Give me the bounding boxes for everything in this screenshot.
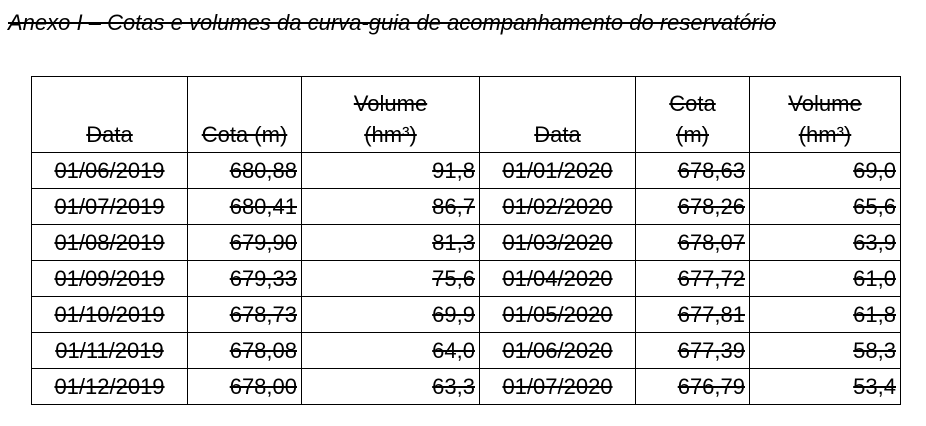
- cell-date: 01/08/2019: [32, 225, 188, 261]
- cell-volume: 64,0: [302, 333, 480, 369]
- cell-volume: 65,6: [750, 189, 901, 225]
- cell-date: 01/07/2020: [480, 369, 636, 405]
- cell-cota: 676,79: [636, 369, 750, 405]
- cell-date: 01/11/2019: [32, 333, 188, 369]
- header-cota-2: Cota (m): [636, 77, 750, 153]
- cell-volume: 91,8: [302, 153, 480, 189]
- cell-date: 01/12/2019: [32, 369, 188, 405]
- table-row: [32, 333, 901, 369]
- cell-volume: 63,3: [302, 369, 480, 405]
- cell-date: 01/05/2020: [480, 297, 636, 333]
- cell-date: 01/01/2020: [480, 153, 636, 189]
- cell-date: 01/10/2019: [32, 297, 188, 333]
- cell-cota: 679,90: [188, 225, 302, 261]
- cell-volume: 86,7: [302, 189, 480, 225]
- reservoir-guide-curve-table: [31, 76, 901, 405]
- cell-date: 01/06/2020: [480, 333, 636, 369]
- table-header-row: [32, 77, 901, 153]
- header-volume-1: Volume (hm³): [302, 77, 480, 153]
- cell-cota: 678,63: [636, 153, 750, 189]
- header-cota-1: Cota (m): [188, 77, 302, 153]
- table-row: [32, 225, 901, 261]
- cell-volume: 53,4: [750, 369, 901, 405]
- cell-cota: 680,88: [188, 153, 302, 189]
- cell-cota: 678,00: [188, 369, 302, 405]
- cell-date: 01/03/2020: [480, 225, 636, 261]
- cell-volume: 81,3: [302, 225, 480, 261]
- cell-date: 01/02/2020: [480, 189, 636, 225]
- cell-cota: 679,33: [188, 261, 302, 297]
- cell-volume: 69,9: [302, 297, 480, 333]
- cell-volume: 61,8: [750, 297, 901, 333]
- cell-date: 01/07/2019: [32, 189, 188, 225]
- cell-volume: 61,0: [750, 261, 901, 297]
- header-date-1: Data: [32, 77, 188, 153]
- cell-cota: 677,81: [636, 297, 750, 333]
- cell-date: 01/04/2020: [480, 261, 636, 297]
- cell-date: 01/06/2019: [32, 153, 188, 189]
- table-row: [32, 297, 901, 333]
- table-row: [32, 153, 901, 189]
- document-title: Anexo I – Cotas e volumes da curva-guia de acompanhamento do reservatório: [8, 10, 776, 35]
- cell-volume: 69,0: [750, 153, 901, 189]
- cell-cota: 678,08: [188, 333, 302, 369]
- cell-cota: 678,07: [636, 225, 750, 261]
- table-row: [32, 189, 901, 225]
- table-row: [32, 369, 901, 405]
- table-row: [32, 261, 901, 297]
- cell-cota: 678,26: [636, 189, 750, 225]
- header-date-2: Data: [480, 77, 636, 153]
- cell-volume: 58,3: [750, 333, 901, 369]
- cell-cota: 677,72: [636, 261, 750, 297]
- cell-volume: 63,9: [750, 225, 901, 261]
- cell-date: 01/09/2019: [32, 261, 188, 297]
- cell-cota: 678,73: [188, 297, 302, 333]
- cell-cota: 680,41: [188, 189, 302, 225]
- header-volume-2: Volume (hm³): [750, 77, 901, 153]
- cell-volume: 75,6: [302, 261, 480, 297]
- cell-cota: 677,39: [636, 333, 750, 369]
